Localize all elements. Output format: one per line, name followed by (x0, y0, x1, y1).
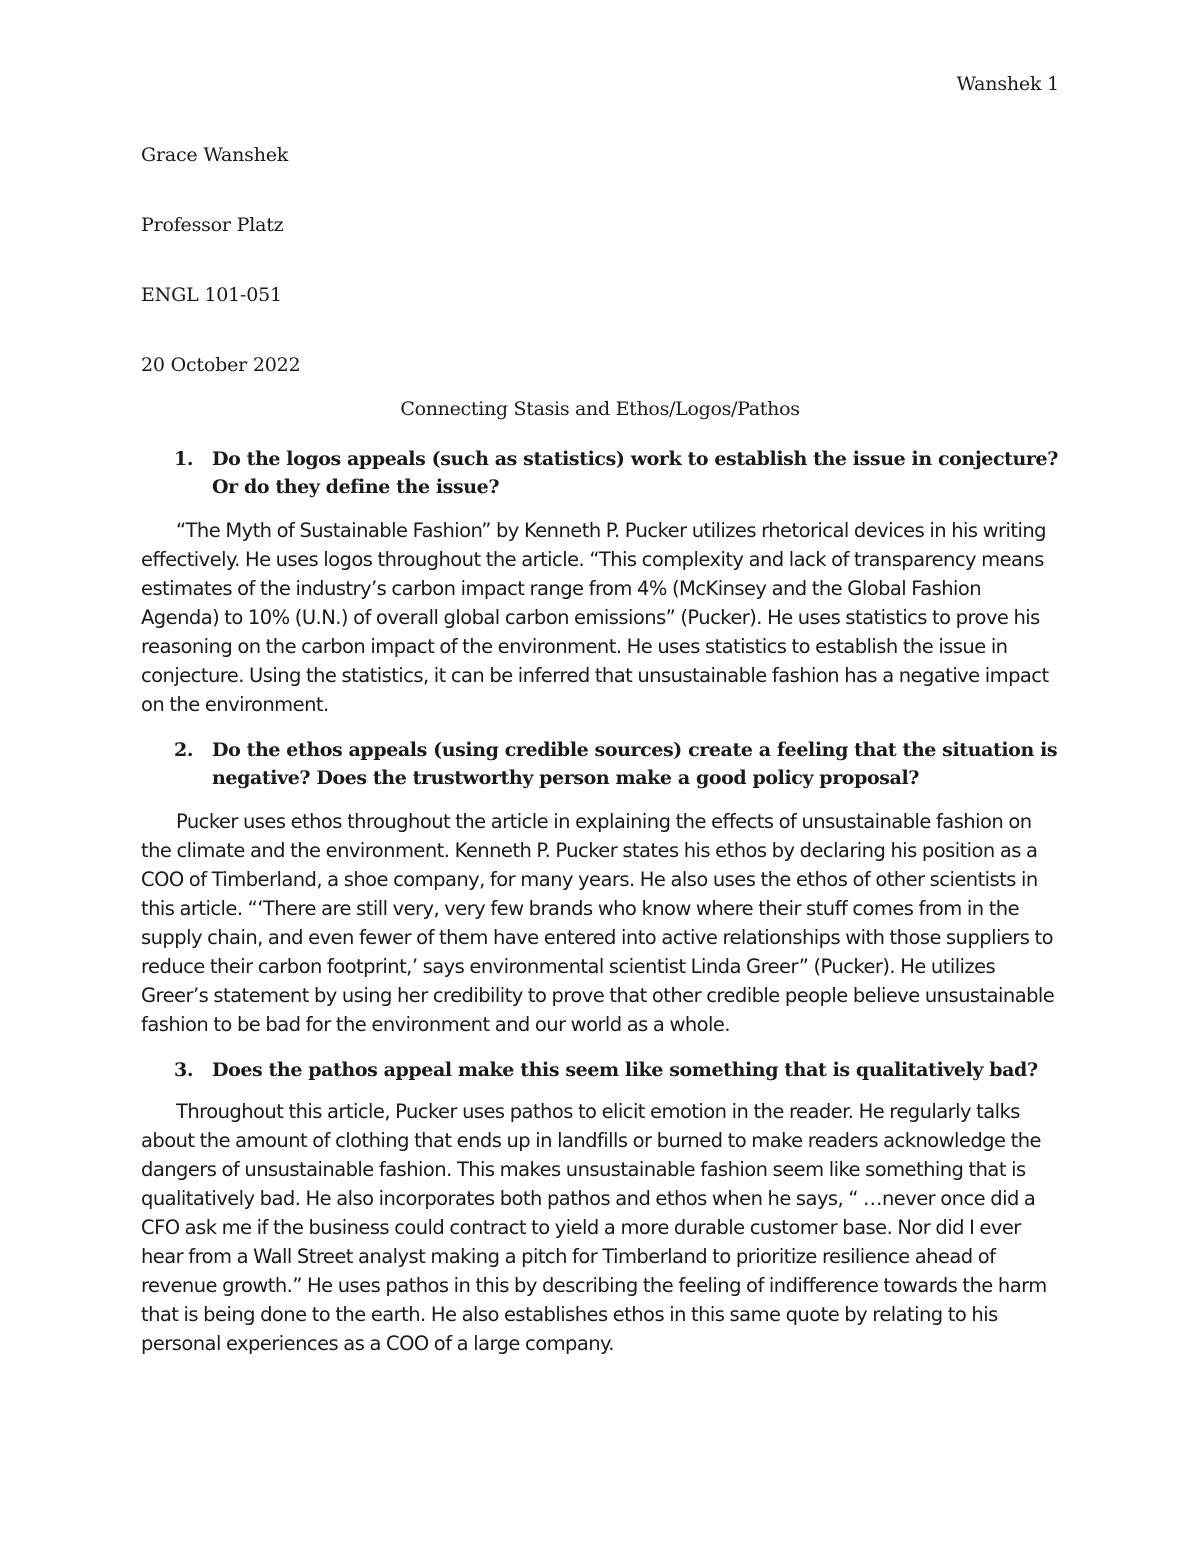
page-header: Wanshek 1 (956, 73, 1059, 95)
question-number: 1. (174, 448, 194, 470)
question-number: 2. (174, 739, 194, 761)
question-text: Do the ethos appeals (using credible sources) create a feeling that the situation is negative? Does the trustworthy person make a good policy proposal? (212, 739, 1058, 789)
answer-paragraph-3: Throughout this article, Pucker uses pathos to elicit emotion in the reader. He regularly talks about the amount of clothing that ends up in landfills or burned to make readers acknowledge the dangers of unsustainable fashion. This makes unsustainable fashion seem like something that is qualitatively bad. He also incorporates both pathos and ethos when he says, “ …never once did a CFO ask me if the business could contract to yield a more durable customer base. Nor did I ever hear from a Wall Street analyst making a pitch for Timberland to prioritize resilience ahead of revenue growth.” He uses pathos in this by describing the feeling of indifference towards the harm that is being done to the earth. He also establishes ethos in this same quote by relating to his personal experiences as a COO of a large company. (141, 1100, 1047, 1355)
question-text: Do the logos appeals (such as statistics) work to establish the issue in conjecture? Or do they define the issue? (212, 448, 1058, 498)
document-date: 20 October 2022 (141, 354, 301, 376)
document-body (141, 445, 1061, 1358)
question-1 (141, 445, 1061, 501)
question-number: 3. (174, 1059, 194, 1081)
student-name: Grace Wanshek (141, 144, 289, 166)
course-code: ENGL 101-051 (141, 284, 282, 306)
answer-paragraph-2: Pucker uses ethos throughout the article in explaining the effects of unsustainable fashion on the climate and the environment. Kenneth P. Pucker states his ethos by declaring his position as a COO of Timberland, a shoe company, for many years. He also uses the ethos of other scientists in this article. “‘There are still very, very few brands who know where their stuff comes from in the supply chain, and even fewer of them have entered into active relationships with those suppliers to reduce their carbon footprint,’ says environmental scientist Linda Greer” (Pucker). He utilizes Greer’s statement by using her credibility to prove that other credible people believe unsustainable fashion to be bad for the environment and our world as a whole. (141, 810, 1055, 1036)
question-text: Does the pathos appeal make this seem like something that is qualitatively bad? (212, 1059, 1038, 1081)
document-title: Connecting Stasis and Ethos/Logos/Pathos (400, 398, 800, 420)
professor-name: Professor Platz (141, 214, 284, 236)
question-2 (141, 736, 1061, 792)
question-3 (141, 1056, 1061, 1084)
answer-paragraph-1: “The Myth of Sustainable Fashion” by Kenneth P. Pucker utilizes rhetorical devices in his writing effectively. He uses logos throughout the article. “This complexity and lack of transparency means estimates of the industry’s carbon impact range from 4% (McKinsey and the Global Fashion Agenda) to 10% (U.N.) of overall global carbon emissions” (Pucker). He uses statistics to prove his reasoning on the carbon impact of the environment. He uses statistics to establish the issue in conjecture. Using the statistics, it can be inferred that unsustainable fashion has a negative impact on the environment. (141, 519, 1049, 716)
